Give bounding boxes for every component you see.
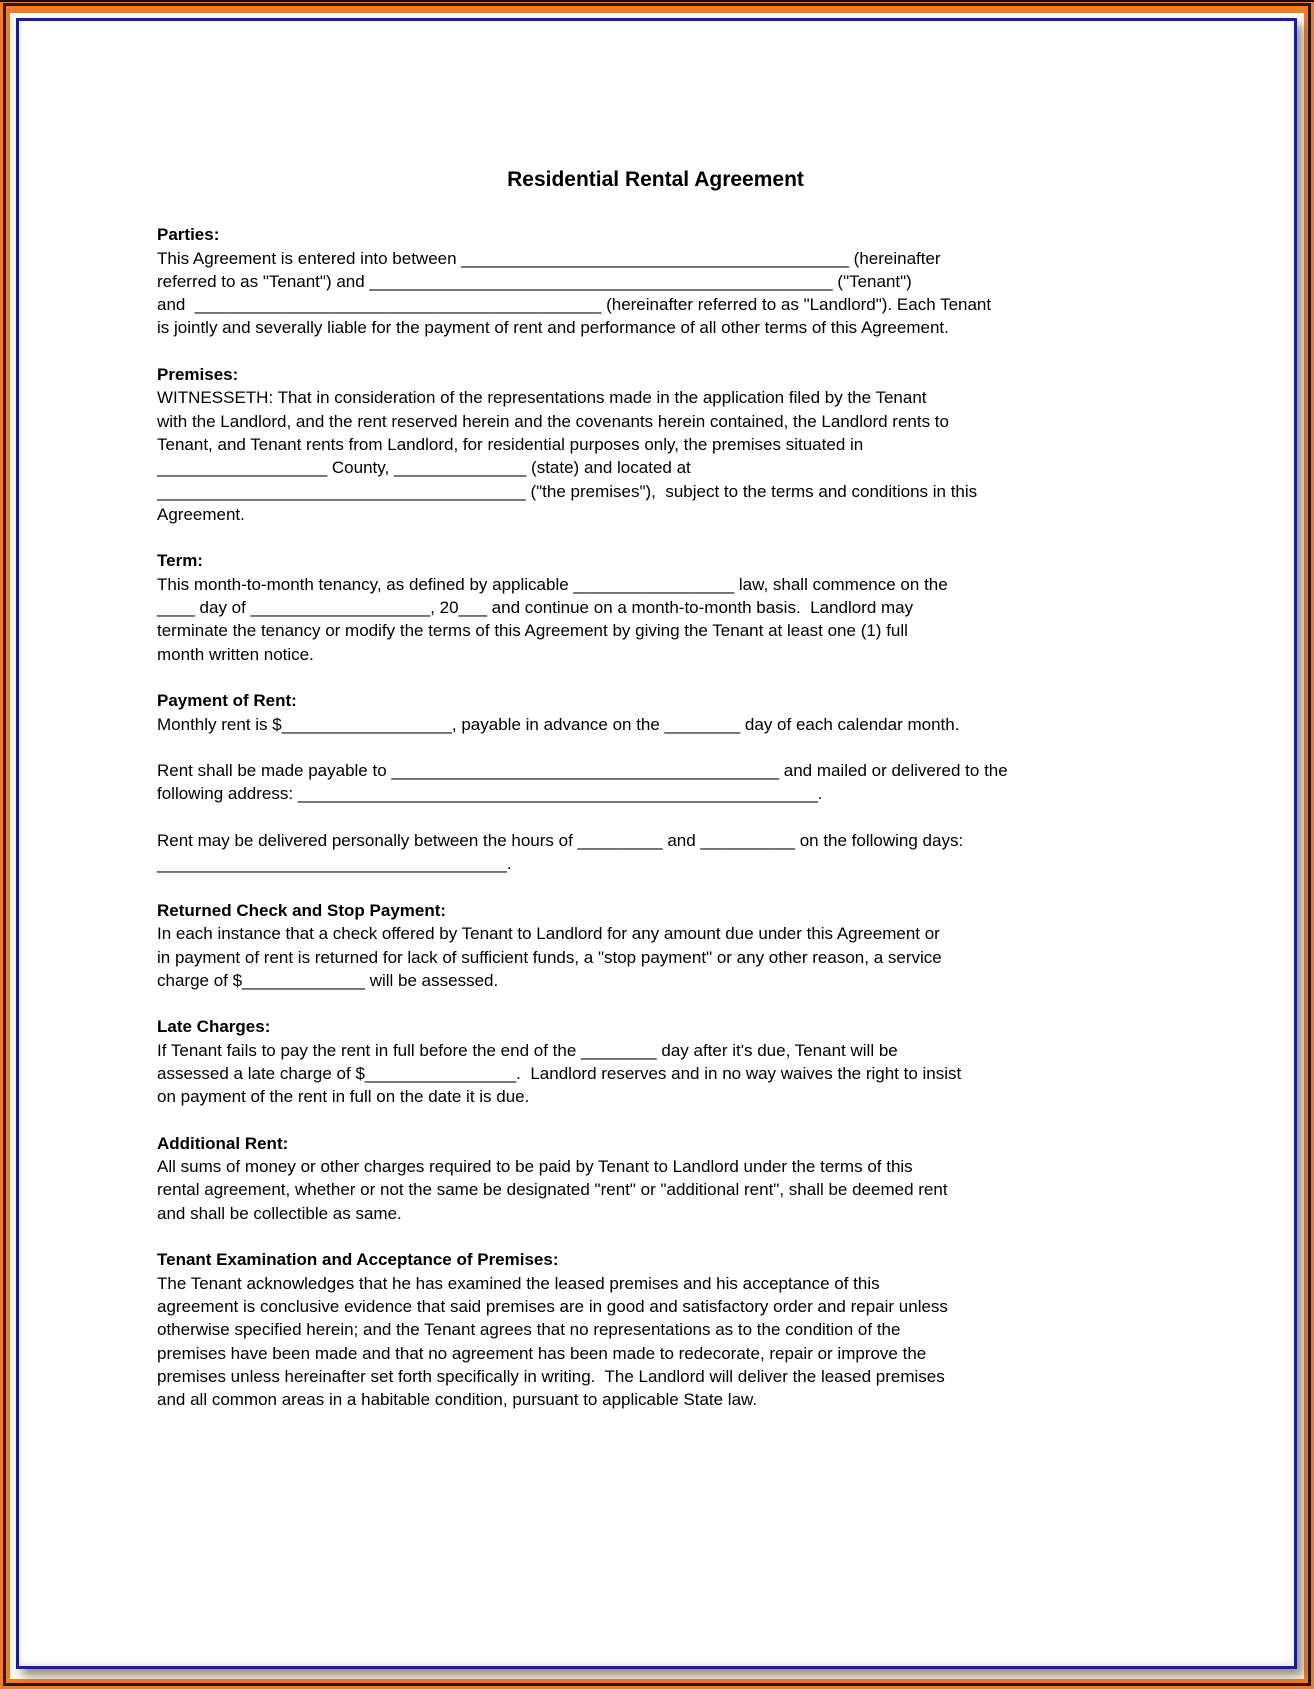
document-section (157, 1132, 1154, 1225)
section-paragraph (157, 829, 1154, 876)
paragraph-line: _______________________________________ ("the premises"), subject to the terms and conditions in this (157, 481, 978, 501)
document-section (157, 689, 1154, 875)
paragraph-line: __________________ County, ______________ (state) and located at (157, 458, 691, 478)
document-sections (157, 223, 1154, 1411)
paragraph-line: following address: _______________________________________________________. (157, 784, 823, 804)
document-title: Residential Rental Agreement (507, 168, 804, 191)
section-paragraph (157, 922, 1154, 992)
paragraph-line: The Tenant acknowledges that he has examined the leased premises and his acceptance of this (157, 1273, 880, 1293)
paragraph-line: agreement is conclusive evidence that said premises are in good and satisfactory order and repair unless (157, 1296, 948, 1316)
paragraph-line: is jointly and severally liable for the payment of rent and performance of all other terms of this Agreement. (157, 318, 949, 338)
document-content (157, 168, 1154, 1411)
document-section (157, 223, 1154, 339)
section-paragraph (157, 1272, 1154, 1412)
document-section (157, 1015, 1154, 1108)
section-paragraph (157, 759, 1154, 806)
paragraph-line: All sums of money or other charges required to be paid by Tenant to Landlord under the terms of this (157, 1157, 913, 1177)
section-heading: Term: (157, 551, 203, 571)
paragraph-line: month written notice. (157, 644, 314, 664)
section-paragraph (157, 1155, 1154, 1225)
document-section (157, 549, 1154, 665)
section-heading: Premises: (157, 365, 239, 385)
paragraph-line: in payment of rent is returned for lack of sufficient funds, a "stop payment" or any other reason, a service (157, 947, 942, 967)
paragraph-line: Tenant, and Tenant rents from Landlord, for residential purposes only, the premises situated in (157, 434, 864, 454)
section-paragraph (157, 247, 1154, 340)
paragraph-line: premises unless hereinafter set forth specifically in writing. The Landlord will deliver the leased premises (157, 1366, 945, 1386)
section-heading: Payment of Rent: (157, 691, 297, 711)
section-heading: Parties: (157, 225, 220, 245)
section-heading: Returned Check and Stop Payment: (157, 900, 447, 920)
paragraph-line: If Tenant fails to pay the rent in full before the end of the ________ day after it's due, Tenant will be (157, 1040, 898, 1060)
paragraph-line: otherwise specified herein; and the Tenant agrees that no representations as to the condition of the (157, 1320, 901, 1340)
section-paragraph (157, 386, 1154, 526)
paragraph-line: on payment of the rent in full on the date it is due. (157, 1087, 530, 1107)
paragraph-line: rental agreement, whether or not the same be designated "rent" or "additional rent", shall be deemed rent (157, 1180, 948, 1200)
section-paragraph (157, 1039, 1154, 1109)
paragraph-line: This Agreement is entered into between _________________________________________ (hereinafter (157, 248, 941, 268)
paragraph-line: terminate the tenancy or modify the terms of this Agreement by giving the Tenant at least one (1) full (157, 621, 908, 641)
section-paragraph (157, 573, 1154, 666)
section-heading: Late Charges: (157, 1017, 271, 1037)
paragraph-line: WITNESSETH: That in consideration of the representations made in the application filed by the Tenant (157, 388, 927, 408)
paragraph-line: with the Landlord, and the rent reserved herein and the covenants herein contained, the Landlord rents to (157, 411, 949, 431)
paragraph-line: charge of $_____________ will be assessed. (157, 970, 499, 990)
document-page (16, 18, 1297, 1669)
paragraph-line: premises have been made and that no agreement has been made to redecorate, repair or improve the (157, 1343, 927, 1363)
paragraph-line: referred to as "Tenant") and _________________________________________________ ("Tenant") (157, 271, 912, 291)
paragraph-line: Rent shall be made payable to _________________________________________ and mailed or delivered to the (157, 761, 1008, 781)
section-heading: Tenant Examination and Acceptance of Premises: (157, 1250, 559, 1270)
paragraph-line: In each instance that a check offered by Tenant to Landlord for any amount due under this Agreement or (157, 924, 940, 944)
document-section (157, 363, 1154, 526)
paragraph-line: and shall be collectible as same. (157, 1203, 402, 1223)
paragraph-line: This month-to-month tenancy, as defined by applicable _________________ law, shall commence on the (157, 574, 948, 594)
paragraph-line: _____________________________________. (157, 854, 512, 874)
paragraph-line: Agreement. (157, 504, 245, 524)
paragraph-line: Rent may be delivered personally between the hours of _________ and __________ on the following days: (157, 831, 964, 851)
section-heading: Additional Rent: (157, 1133, 289, 1153)
frame-top-edge-line (0, 0, 1314, 2)
paragraph-line: ____ day of ___________________, 20___ and continue on a month-to-month basis. Landlord may (157, 598, 914, 618)
section-paragraph (157, 713, 1154, 736)
paragraph-line: and ___________________________________________ (hereinafter referred to as "Landlord"). Each Tenant (157, 295, 992, 315)
document-section (157, 1248, 1154, 1411)
paragraph-line: Monthly rent is $__________________, payable in advance on the ________ day of each calendar month. (157, 714, 960, 734)
document-section (157, 899, 1154, 992)
paragraph-line: and all common areas in a habitable condition, pursuant to applicable State law. (157, 1390, 758, 1410)
paragraph-line: assessed a late charge of $________________. Landlord reserves and in no way waives the right to insist (157, 1063, 962, 1083)
